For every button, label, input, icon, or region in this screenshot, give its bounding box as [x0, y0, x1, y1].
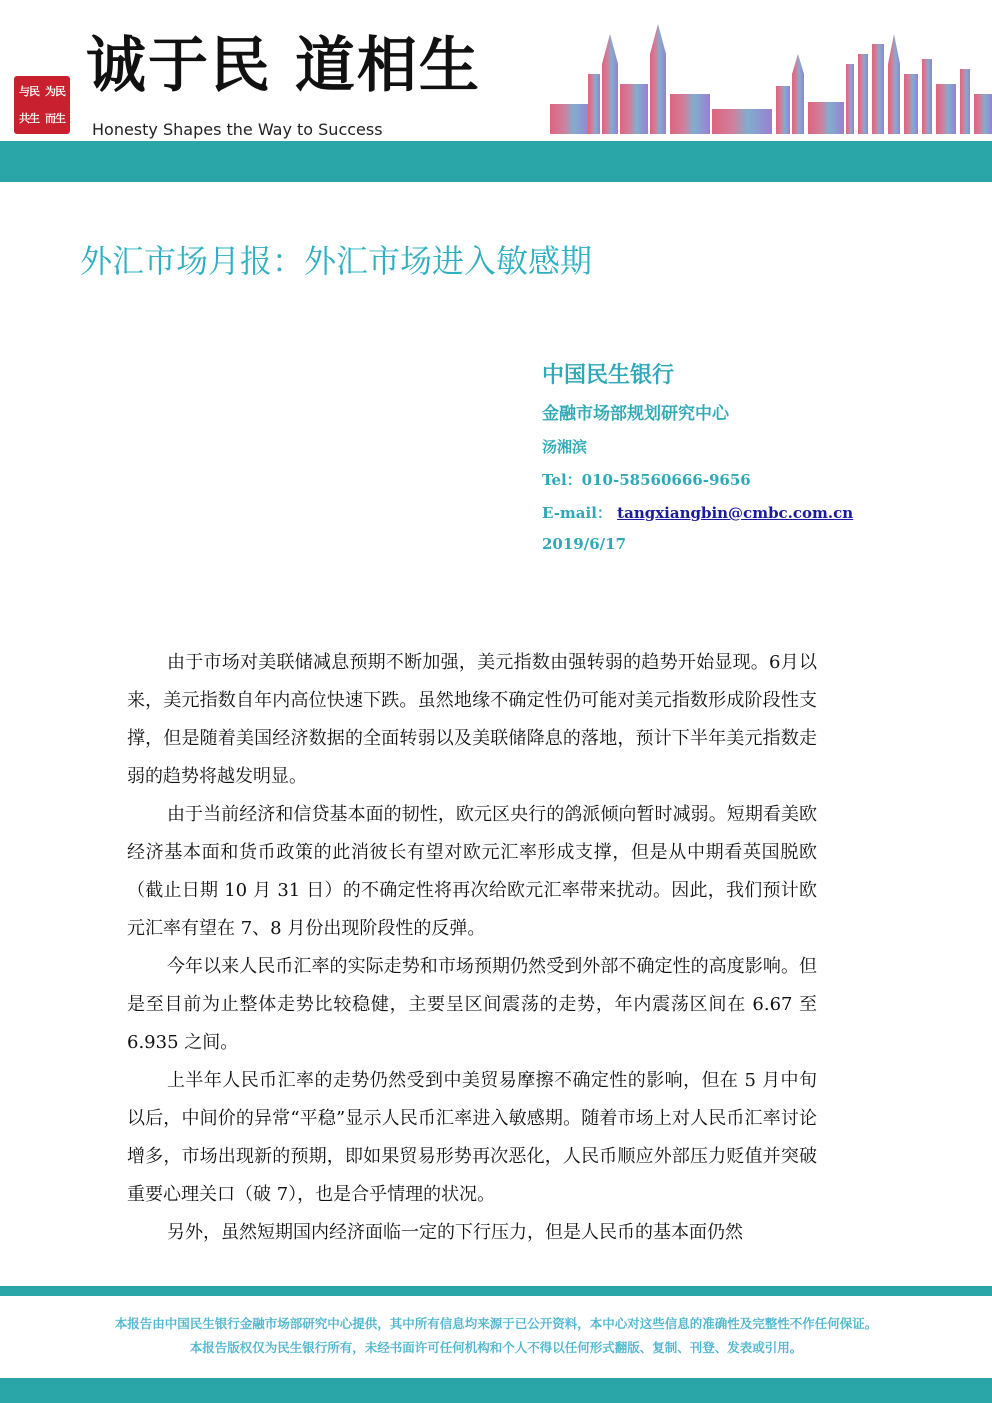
author-tel: Tel：010-58560666-9656 [542, 471, 751, 489]
stamp-char: 共生 [19, 112, 39, 125]
footer-disclaimer [0, 1312, 992, 1360]
copyright-line: 本报告版权仅为民生银行所有，未经书面许可任何机构和个人不得以任何形式翻版、复制、刊登、发表或引用。 [189, 1340, 803, 1355]
author-email-row [542, 502, 853, 523]
author-block [542, 358, 853, 553]
footer-band-top [0, 1286, 992, 1296]
report-title: 外汇市场月报：外汇市场进入敏感期 [80, 242, 593, 280]
stamp-char: 与民 [19, 85, 39, 98]
header-band [0, 141, 992, 182]
slogan-english: Honesty Shapes the Way to Success [92, 120, 383, 139]
body-paragraph: 由于当前经济和信贷基本面的韧性，欧元区央行的鸽派倾向暂时减弱。短期看美欧经济基本面和货币政策的此消彼长有望对欧元汇率形成支撑，但是从中期看英国脱欧（截止日期 10 月 31 日）的不确定性将再次给欧元汇率带来扰动。因此，我们预计欧元汇率有望在 7、8 月份出现阶段性的反弹。 [127, 804, 817, 939]
email-link[interactable]: tangxiangbin@cmbc.com.cn [617, 504, 854, 522]
report-body [127, 644, 817, 1252]
stamp-char: 而生 [45, 112, 65, 125]
stamp-char: 为民 [45, 85, 65, 98]
logo-stamp [14, 76, 70, 134]
body-paragraph: 上半年人民币汇率的走势仍然受到中美贸易摩擦不确定性的影响，但在 5 月中旬以后，中间价的异常“平稳”显示人民币汇率进入敏感期。随着市场上对人民币汇率讨论增多，市场出现新的预期，即如果贸易形势再次恶化，人民币顺应外部压力贬值并突破重要心理关口（破 7），也是合乎情理的状况。 [127, 1070, 817, 1205]
slogan-chinese: 诚于民 道相生 [86, 31, 481, 101]
page-header [0, 0, 992, 182]
bank-name: 中国民生银行 [542, 363, 675, 388]
author-name: 汤湘滨 [542, 438, 588, 456]
body-paragraph: 今年以来人民币汇率的实际走势和市场预期仍然受到外部不确定性的高度影响。但是至目前为止整体走势比较稳健，主要呈区间震荡的走势，年内震荡区间在 6.67 至 6.935 之间。 [127, 956, 817, 1053]
email-label: E-mail： [542, 504, 612, 522]
footer-band-bottom [0, 1378, 992, 1403]
department-name: 金融市场部规划研究中心 [542, 404, 729, 424]
body-paragraph: 由于市场对美联储减息预期不断加强，美元指数由强转弱的趋势开始显现。6月以来，美元指数自年内高位快速下跌。虽然地缘不确定性仍可能对美元指数形成阶段性支撑，但是随着美国经济数据的全面转弱以及美联储降息的落地，预计下半年美元指数走弱的趋势将越发明显。 [127, 652, 817, 787]
body-paragraph: 另外，虽然短期国内经济面临一定的下行压力，但是人民币的基本面仍然 [167, 1222, 743, 1243]
disclaimer-line: 本报告由中国民生银行金融市场部研究中心提供，其中所有信息均来源于已公开资料，本中心对这些信息的准确性及完整性不作任何保证。 [114, 1316, 878, 1331]
report-date: 2019/6/17 [542, 535, 627, 553]
city-skyline-illustration [540, 14, 992, 140]
